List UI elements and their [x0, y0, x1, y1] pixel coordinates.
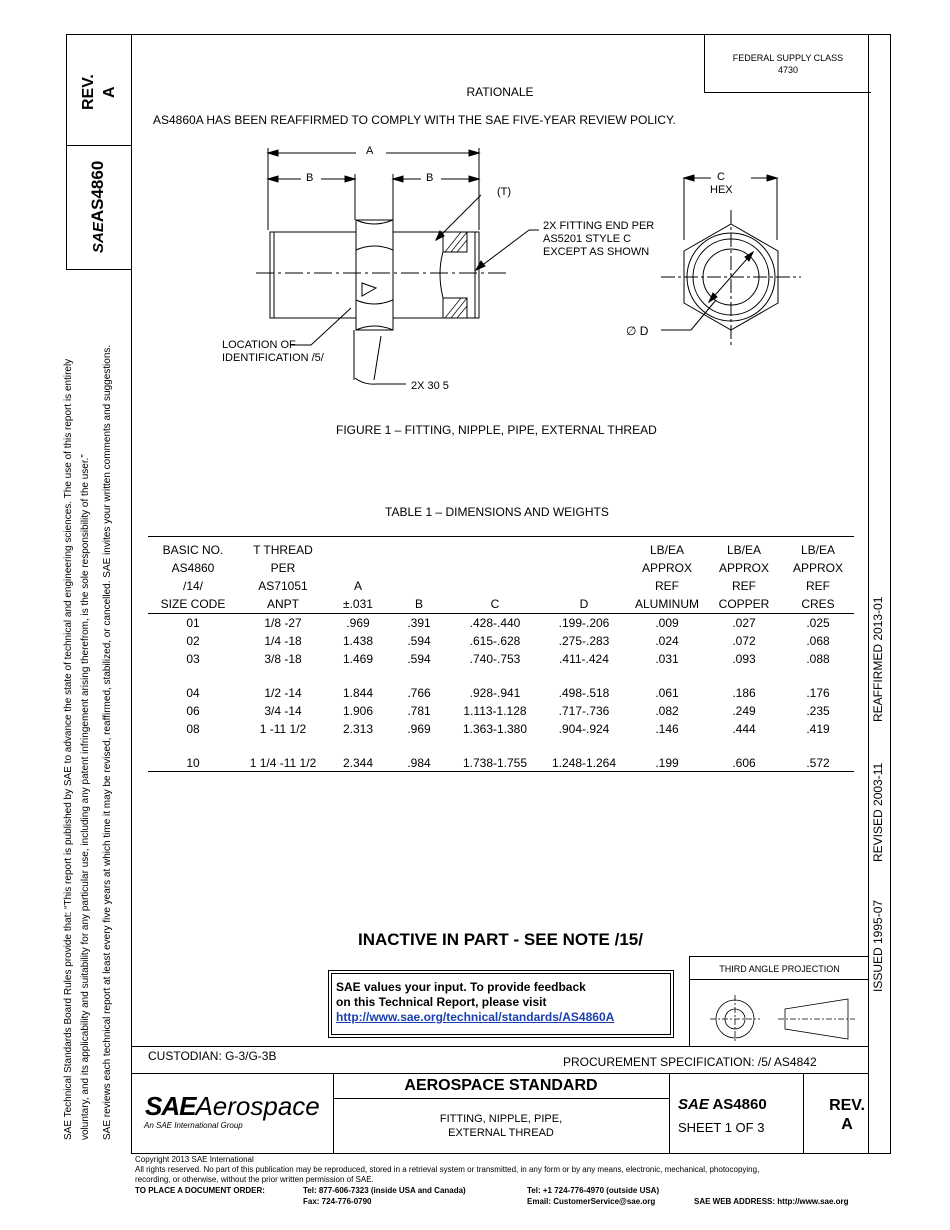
projection-label: THIRD ANGLE PROJECTION: [719, 964, 840, 974]
table-cell: .199-.206: [558, 616, 610, 630]
table-cell: [388, 541, 450, 559]
location-line1: LOCATION OF: [222, 339, 296, 351]
table-cell: 06: [186, 704, 200, 718]
sheet-number: SHEET 1 OF 3: [678, 1120, 765, 1135]
rationale-title: RATIONALE: [466, 85, 534, 99]
table-cell: APPROX: [718, 561, 769, 575]
sae-aerospace-logo: [145, 1091, 320, 1122]
table-cell: .061: [655, 686, 679, 700]
table-cell: A: [353, 579, 362, 593]
projection-box: [689, 956, 869, 1047]
table-cell: REF: [806, 579, 830, 593]
fsc-number: 4730: [777, 65, 799, 75]
table-cell: .249: [732, 704, 756, 718]
table-cell: .088: [806, 652, 830, 666]
table-cell: 1/8 -27: [264, 616, 302, 630]
table-top-rule: [148, 536, 854, 537]
table-cell: .717-.736: [558, 704, 610, 718]
feedback-box: [328, 970, 674, 1038]
table-cell: .904-.924: [558, 722, 610, 736]
feedback-text: [336, 980, 614, 1025]
table-cell: .969: [407, 722, 431, 736]
margin-notice-line1: SAE Technical Standards Board Rules provide that: “This report is published by SAE to advance the state of technical and engineering sciences. The use of this report is entirely: [63, 358, 74, 1140]
table-cell: .969: [346, 616, 370, 630]
fax: Fax: 724-776-0790: [303, 1197, 372, 1206]
title-divider: [669, 1073, 670, 1153]
logo-subtitle: An SAE International Group: [144, 1121, 243, 1130]
table-cell: 1.738-1.755: [462, 756, 528, 770]
table-cell: ALUMINUM: [628, 595, 706, 614]
email[interactable]: Email: CustomerService@sae.org: [527, 1197, 656, 1206]
table-cell: .031: [655, 652, 679, 666]
table-cell: 1 1/4 -11 1/2: [249, 756, 317, 770]
table-cell: .615-.628: [469, 634, 521, 648]
table-cell: 1.438: [342, 634, 374, 648]
table-cell: CRES: [782, 595, 854, 614]
table-cell: .444: [732, 722, 756, 736]
title-line2: EXTERNAL THREAD: [448, 1127, 554, 1139]
table-cell: 10: [186, 756, 200, 770]
table-cell: REF: [732, 579, 756, 593]
table-cell: .781: [407, 704, 431, 718]
fitting-end-line2: AS5201 STYLE C: [543, 233, 632, 245]
table-cell: .594: [407, 634, 431, 648]
rev-value-vertical: A: [101, 86, 118, 98]
tel-us: Tel: 877-606-7323 (inside USA and Canada): [303, 1186, 466, 1195]
standard-type: AEROSPACE STANDARD: [404, 1077, 598, 1094]
table-cell: ANPT: [238, 595, 328, 614]
table-cell: .411-.424: [559, 652, 609, 666]
table-cell: .082: [655, 704, 679, 718]
table-cell: 04: [186, 686, 200, 700]
dim-c-label: C: [717, 171, 725, 183]
table-cell: .428-.440: [469, 616, 521, 630]
table-cell: LB/EA: [800, 543, 836, 557]
table-cell: ±.031: [328, 595, 388, 614]
table-cell: .186: [732, 686, 756, 700]
dim-a-label: A: [366, 145, 374, 157]
table-row: [148, 632, 854, 650]
table-cell: AS71051: [258, 579, 308, 593]
frame-rev-divider: [66, 145, 131, 146]
footer-copyright: Copyright 2013 SAE International: [135, 1155, 254, 1164]
table-cell: 2.344: [342, 756, 374, 770]
dim-b-right-label: B: [426, 172, 434, 184]
logo-top-line: [131, 1073, 333, 1074]
margin-notice-line2: voluntary, and its applicability and suitability for any particular use, including any patent infringement arising therefrom, is the sole responsibility of the user.”: [80, 454, 91, 1140]
table-cell: LB/EA: [726, 543, 762, 557]
table-cell: [328, 559, 388, 577]
table-cell: PER: [270, 561, 296, 575]
title-line1: FITTING, NIPPLE, PIPE,: [439, 1113, 563, 1125]
table-row: [148, 650, 854, 668]
table-cell: 3/8 -18: [264, 652, 302, 666]
table-cell: [388, 559, 450, 577]
table-cell: .740-.753: [469, 652, 521, 666]
table-cell: 1.363-1.380: [462, 722, 528, 736]
footer: [135, 1155, 759, 1185]
title-doc-number: [678, 1096, 767, 1113]
table-cell: .984: [407, 756, 431, 770]
doc-number-vertical: [88, 161, 108, 253]
custodian: CUSTODIAN: G-3/G-3B: [148, 1049, 277, 1063]
table-cell: APPROX: [792, 561, 843, 575]
frame-bottom: [131, 1153, 891, 1154]
table-cell: .072: [732, 634, 756, 648]
footer-rights2: recording, or otherwise, without the prior written permission of SAE.: [135, 1175, 374, 1184]
table-header-row: [148, 595, 854, 614]
table-cell: [450, 577, 540, 595]
table-cell: [450, 559, 540, 577]
table-cell: SIZE CODE: [148, 595, 238, 614]
table-cell: 2.313: [342, 722, 374, 736]
table-row: [148, 754, 854, 772]
table-cell: .093: [732, 652, 756, 666]
figure-caption: FIGURE 1 – FITTING, NIPPLE, PIPE, EXTERNAL THREAD: [336, 423, 657, 437]
table-cell: 1.844: [342, 686, 374, 700]
table-cell: .498-.518: [558, 686, 610, 700]
frame-left: [66, 34, 67, 269]
table-cell: 3/4 -14: [264, 704, 302, 718]
feedback-link[interactable]: http://www.sae.org/technical/standards/AS4860A: [336, 1010, 615, 1024]
title-rev-value: A: [841, 1116, 853, 1133]
table-cell: .068: [806, 634, 830, 648]
table-cell: .928-.941: [469, 686, 521, 700]
table-row: [148, 720, 854, 738]
fsc-box: [704, 34, 871, 93]
logo-sae: SAE: [145, 1091, 196, 1121]
table-cell: .419: [806, 722, 830, 736]
table-cell: 1.906: [342, 704, 374, 718]
feedback-line1: SAE values your input. To provide feedback: [336, 980, 586, 994]
table-cell: COPPER: [706, 595, 782, 614]
date-revised: REVISED 2003-11: [871, 762, 885, 862]
table-cell: 1/4 -18: [264, 634, 302, 648]
title-block-mid: [333, 1073, 868, 1074]
table-cell: [450, 541, 540, 559]
table-cell: .235: [806, 704, 830, 718]
table-cell: 1.248-1.264: [551, 756, 617, 770]
table-cell: .766: [407, 686, 431, 700]
table-cell: 1.469: [342, 652, 374, 666]
frame-doc-divider: [66, 269, 131, 270]
table-cell: B: [388, 595, 450, 614]
table-cell: .572: [806, 756, 830, 770]
dim-d-label: ∅ D: [626, 324, 649, 338]
fsc-label: FEDERAL SUPPLY CLASS: [732, 53, 844, 63]
table-cell: LB/EA: [649, 543, 685, 557]
title-block-top: [131, 1046, 868, 1047]
document-title: [333, 1112, 669, 1140]
table-spacer: [148, 738, 854, 754]
table-cell: D: [540, 595, 628, 614]
table-cell: 08: [186, 722, 200, 736]
angle-label: 2X 30 5: [411, 380, 449, 392]
frame-right-outer: [890, 34, 891, 1154]
date-reaffirmed: REAFFIRMED 2013-01: [871, 596, 885, 722]
table-cell: .391: [407, 616, 431, 630]
order-label: TO PLACE A DOCUMENT ORDER:: [135, 1186, 265, 1195]
table-spacer: [148, 668, 854, 684]
fitting-end-line1: 2X FITTING END PER: [543, 220, 655, 232]
title-doc-number-text: AS4860: [712, 1096, 767, 1113]
table-cell: .594: [407, 652, 431, 666]
table-cell: .275-.283: [558, 634, 610, 648]
table-cell: 1 -11 1/2: [259, 722, 307, 736]
table-title: TABLE 1 – DIMENSIONS AND WEIGHTS: [385, 505, 609, 519]
table-header-row: [148, 541, 854, 559]
table-row: [148, 684, 854, 702]
rationale-text: AS4860A HAS BEEN REAFFIRMED TO COMPLY WITH THE SAE FIVE-YEAR REVIEW POLICY.: [153, 113, 676, 127]
table-cell: 03: [186, 652, 200, 666]
footer-rights1: All rights reserved. No part of this publication may be reproduced, stored in a retrieval system or transmitted, in any form or by any means, electronic, mechanical, photocopying,: [135, 1165, 760, 1174]
table-cell: /14/: [182, 579, 203, 593]
table-cell: .009: [655, 616, 679, 630]
table-header-row: [148, 577, 854, 595]
title-subdivider: [333, 1098, 669, 1099]
table-cell: [388, 577, 450, 595]
table-cell: C: [450, 595, 540, 614]
projection-divider: [690, 979, 869, 980]
tel-intl: Tel: +1 724-776-4970 (outside USA): [527, 1186, 660, 1195]
title-revision: [803, 1096, 891, 1134]
table-cell: [328, 541, 388, 559]
fitting-end-line3: EXCEPT AS SHOWN: [543, 246, 650, 258]
location-note: [222, 339, 324, 365]
fitting-end-note: [543, 220, 654, 259]
doc-number-text: AS4860: [88, 160, 107, 223]
rev-label-vertical: REV.: [80, 74, 97, 110]
table-cell: .027: [732, 616, 756, 630]
procurement-spec: PROCUREMENT SPECIFICATION: /5/ AS4842: [563, 1055, 817, 1069]
projection-symbol: [700, 987, 860, 1045]
table-cell: .146: [655, 722, 679, 736]
table-cell: [540, 541, 628, 559]
table-cell: 1.113-1.128: [463, 704, 527, 718]
table-cell: .606: [732, 756, 756, 770]
table-header-row: [148, 559, 854, 577]
hex-label: HEX: [710, 184, 733, 196]
dim-t-label: (T): [497, 186, 512, 198]
table-cell: [540, 577, 628, 595]
table-cell: [540, 559, 628, 577]
table-cell: REF: [655, 579, 679, 593]
margin-notice-line3: SAE reviews each technical report at least every five years at which time it may be revised, reaffirmed, stabilized, or cancelled. SAE invites your written comments and suggestions.: [102, 344, 113, 1140]
title-sae-mark: SAE: [678, 1096, 709, 1113]
feedback-line2: on this Technical Report, please visit: [336, 995, 547, 1009]
table-cell: 02: [186, 634, 200, 648]
table-cell: 1/2 -14: [264, 686, 302, 700]
table-cell: APPROX: [641, 561, 692, 575]
table-cell: BASIC NO.: [162, 543, 224, 557]
web-address[interactable]: SAE WEB ADDRESS: http://www.sae.org: [694, 1197, 849, 1206]
table-cell: .199: [655, 756, 679, 770]
sae-logo-vertical: SAE: [90, 222, 107, 253]
table-cell: AS4860: [171, 561, 215, 575]
dimensions-table: [148, 541, 854, 772]
table-cell: .176: [806, 686, 830, 700]
logo-aerospace: Aerospace: [195, 1091, 320, 1121]
inactive-notice: INACTIVE IN PART - SEE NOTE /15/: [358, 930, 643, 949]
table-cell: T THREAD: [253, 543, 313, 557]
title-rev-label: REV.: [829, 1097, 865, 1114]
date-issued: ISSUED 1995-07: [871, 899, 885, 992]
table-cell: 01: [186, 616, 200, 630]
location-line2: IDENTIFICATION /5/: [222, 352, 324, 364]
table-row: [148, 702, 854, 720]
table-cell: .024: [655, 634, 679, 648]
table-row: [148, 614, 854, 633]
dim-b-left-label: B: [306, 172, 314, 184]
table-cell: .025: [806, 616, 830, 630]
